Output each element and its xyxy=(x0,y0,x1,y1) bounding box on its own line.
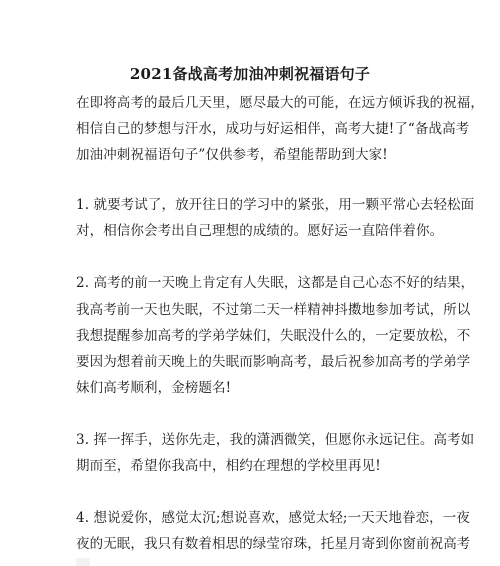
intro-line-3: 加油冲刺祝福语句子”仅供参考，希望能帮助到大家! xyxy=(76,147,388,163)
item-1-line-2: 对，相信你会考出自己理想的成绩的。愿好运一直陪伴着你。 xyxy=(76,223,444,239)
item-3-line-2: 期而至，希望你我高中，相约在理想的学校里再见! xyxy=(76,458,381,474)
item-2-line-1: 2. 高考的前一天晚上肯定有人失眠，这都是自己心态不好的结果， xyxy=(76,275,475,291)
item-2-line-3: 我想提醒参加高考的学弟学妹们，失眠没什么的，一定要放松，不 xyxy=(76,328,471,344)
item-2-line-2: 我高考前一天也失眠，不过第二天一样精神抖擞地参加考试，所以 xyxy=(76,302,471,318)
intro-line-2: 相信自己的梦想与汗水，成功与好运相伴，高考大捷!了“备战高考 xyxy=(76,121,470,137)
cut-off-text-fragment xyxy=(76,558,90,566)
intro-line-1: 在即将高考的最后几天里，愿尽最大的可能，在远方倾诉我的祝福， xyxy=(76,95,484,111)
item-4-line-2: 夜的无眠，我只有数着相思的绿莹帘珠，托星月寄到你窗前祝高考 xyxy=(76,536,471,552)
item-2-line-5: 妹们高考顺利，金榜题名! xyxy=(76,380,232,396)
item-4-line-1: 4. 想说爱你，感觉太沉;想说喜欢，感觉太轻;一天天地眷恋，一夜 xyxy=(76,510,470,526)
item-2-line-4: 要因为想着前天晚上的失眠而影响高考，最后祝参加高考的学弟学 xyxy=(76,354,471,370)
item-3-line-1: 3. 挥一挥手，送你先走，我的潇洒微笑，但愿你永远记住。高考如 xyxy=(76,432,475,448)
item-1-line-1: 1. 就要考试了，放开往日的学习中的紧张，用一颗平常心去轻松面 xyxy=(76,197,475,213)
document-title: 2021备战高考加油冲刺祝福语句子 xyxy=(129,65,371,83)
